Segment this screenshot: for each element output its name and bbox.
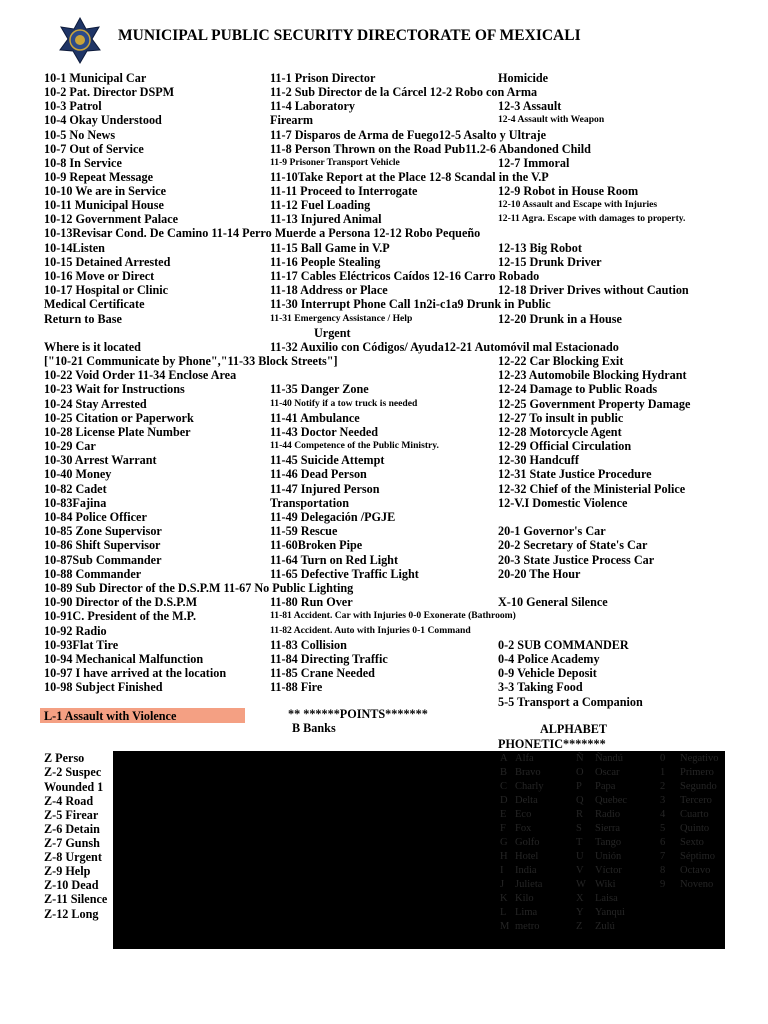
- alphabet-entry: Ñ: [576, 753, 584, 764]
- code-line: 12-7 Immoral: [498, 156, 570, 170]
- code-line: Z-10 Dead: [44, 878, 99, 892]
- code-line: 5-5 Transport a Companion: [498, 695, 643, 709]
- alphabet-entry: Negativo: [680, 753, 719, 764]
- alphabet-entry: Quebec: [595, 795, 628, 806]
- alphabet-entry: I: [500, 865, 504, 876]
- alphabet-entry: Eco: [515, 809, 532, 820]
- alphabet-entry: Séptimo: [680, 851, 716, 862]
- alphabet-entry: Sexto: [680, 837, 704, 848]
- code-line: 11-45 Suicide Attempt: [270, 453, 385, 467]
- alphabet-entry: X: [576, 893, 584, 904]
- code-line: 12-9 Robot in House Room: [498, 184, 639, 198]
- code-line: 10-83Fajina: [44, 496, 107, 510]
- code-line: 12-27 To insult in public: [498, 411, 624, 425]
- alphabet-entry: O: [576, 767, 584, 778]
- code-line: 12-15 Drunk Driver: [498, 255, 602, 269]
- code-line: 11-44 Competence of the Public Ministry.: [270, 440, 439, 451]
- code-line: 10-89 Sub Director of the D.S.P.M 11-67 No Public Lighting: [44, 581, 354, 595]
- alphabet-entry: 3: [660, 795, 666, 806]
- code-line: ** ******POINTS*******: [288, 707, 428, 721]
- alphabet-entry: Q: [576, 795, 584, 806]
- code-line: 12-18 Driver Drives without Caution: [498, 283, 689, 297]
- code-line: 10-16 Move or Direct: [44, 269, 155, 283]
- code-line: 11-40 Notify if a tow truck is needed: [270, 398, 418, 409]
- code-line: 0-4 Police Academy: [498, 652, 600, 666]
- code-line: 12-25 Government Property Damage: [498, 397, 691, 411]
- code-line: Z-7 Gunsh: [44, 836, 100, 850]
- code-line: 11-81 Accident. Car with Injuries 0-0 Exonerate (Bathroom): [270, 610, 516, 621]
- code-line: 12-30 Handcuff: [498, 453, 579, 467]
- code-line: Z Perso: [44, 751, 85, 765]
- code-line: Z-6 Detain: [44, 822, 100, 836]
- code-line: 10-12 Government Palace: [44, 212, 179, 226]
- alphabet-entry: Primero: [680, 767, 714, 778]
- code-line: 10-97 I have arrived at the location: [44, 666, 227, 680]
- alphabet-entry: 9: [660, 879, 666, 890]
- code-line: 10-22 Void Order 11-34 Enclose Area: [44, 368, 237, 382]
- code-line: 0-9 Vehicle Deposit: [498, 666, 597, 680]
- code-line: Transportation: [270, 496, 349, 510]
- alphabet-entry: Kilo: [515, 893, 534, 904]
- alphabet-entry: Yanqui: [595, 907, 625, 918]
- code-line: 10-92 Radio: [44, 624, 107, 638]
- alphabet-entry: 6: [660, 837, 666, 848]
- code-line: 12-13 Big Robot: [498, 241, 582, 255]
- alphabet-entry: 7: [660, 851, 666, 862]
- code-line: 11-13 Injured Animal: [270, 212, 382, 226]
- code-line: 12-4 Assault with Weapon: [498, 114, 605, 125]
- alphabet-entry: Alfa: [515, 753, 534, 764]
- code-line: Wounded 1: [44, 780, 104, 794]
- code-line: 11-65 Defective Traffic Light: [270, 567, 419, 581]
- code-line: Where is it located: [44, 340, 141, 354]
- code-line: 20-1 Governor's Car: [498, 524, 606, 538]
- alphabet-entry: K: [500, 893, 508, 904]
- code-line: 11-7 Disparos de Arma de Fuego12-5 Asalto y Ultraje: [270, 128, 547, 142]
- code-line: 10-82 Cadet: [44, 482, 107, 496]
- code-line: Urgent: [314, 326, 351, 340]
- code-line: 10-25 Citation or Paperwork: [44, 411, 194, 425]
- alphabet-entry: Wiki: [595, 879, 616, 890]
- code-line: 3-3 Taking Food: [498, 680, 583, 694]
- alphabet-entry: 5: [660, 823, 666, 834]
- code-line: 11-15 Ball Game in V.P: [270, 241, 390, 255]
- alphabet-entry: Julieta: [515, 879, 543, 890]
- code-line: 11-85 Crane Needed: [270, 666, 375, 680]
- code-line: 11-8 Person Thrown on the Road Pub11.2-6 Abandoned Child: [270, 142, 591, 156]
- code-line: Return to Base: [44, 312, 122, 326]
- code-line: Z-4 Road: [44, 794, 94, 808]
- code-line: 11-31 Emergency Assistance / Help: [270, 313, 413, 324]
- code-line: B Banks: [292, 721, 336, 735]
- code-line: 11-16 People Stealing: [270, 255, 381, 269]
- code-line: 11-11 Proceed to Interrogate: [270, 184, 418, 198]
- code-line: 10-85 Zone Supervisor: [44, 524, 162, 538]
- code-line: 20-2 Secretary of State's Car: [498, 538, 648, 552]
- alphabet-entry: Quinto: [680, 823, 710, 834]
- code-line: 10-94 Mechanical Malfunction: [44, 652, 204, 666]
- code-line: PHONETIC*******: [498, 737, 606, 751]
- alphabet-entry: 2: [660, 781, 666, 792]
- code-line: 11-84 Directing Traffic: [270, 652, 388, 666]
- code-line: 11-43 Doctor Needed: [270, 425, 379, 439]
- code-line: 11-47 Injured Person: [270, 482, 380, 496]
- code-line: 10-4 Okay Understood: [44, 113, 162, 127]
- code-line: 11-17 Cables Eléctricos Caídos 12-16 Carro Robado: [270, 269, 540, 283]
- code-line: 11-9 Prisoner Transport Vehicle: [270, 157, 400, 168]
- code-line: 11-32 Auxilio con Códigos/ Ayuda12-21 Automóvil mal Estacionado: [270, 340, 619, 354]
- alphabet-entry: metro: [515, 921, 540, 932]
- code-line: 12-23 Automobile Blocking Hydrant: [498, 368, 687, 382]
- alphabet-entry: Víctor: [595, 865, 622, 876]
- code-line: 10-86 Shift Supervisor: [44, 538, 161, 552]
- code-line: ["10-21 Communicate by Phone","11-33 Block Streets"]: [44, 354, 338, 368]
- code-line: Z-12 Long: [44, 907, 99, 921]
- code-line: 10-9 Repeat Message: [44, 170, 153, 184]
- code-line: 10-7 Out of Service: [44, 142, 144, 156]
- code-line: 10-24 Stay Arrested: [44, 397, 147, 411]
- code-line: 10-23 Wait for Instructions: [44, 382, 185, 396]
- code-line: 10-13Revisar Cond. De Camino 11-14 Perro Muerde a Persona 12-12 Robo Pequeño: [44, 226, 481, 240]
- alphabet-entry: B: [500, 767, 508, 778]
- alphabet-entry: Tango: [595, 837, 622, 848]
- alphabet-entry: C: [500, 781, 508, 792]
- alphabet-entry: Tercero: [680, 795, 712, 806]
- code-line: 10-11 Municipal House: [44, 198, 164, 212]
- alphabet-entry: M: [500, 921, 510, 932]
- alphabet-entry: Segundo: [680, 781, 717, 792]
- alphabet-entry: Cuarto: [680, 809, 709, 820]
- code-line: 11-41 Ambulance: [270, 411, 360, 425]
- code-line: Z-11 Silence: [44, 892, 108, 906]
- code-line: 10-88 Commander: [44, 567, 142, 581]
- alphabet-entry: India: [515, 865, 537, 876]
- code-line: 10-1 Municipal Car: [44, 71, 147, 85]
- alphabet-entry: T: [576, 837, 583, 848]
- code-line: ALPHABET: [540, 722, 608, 736]
- code-line: 10-93Flat Tire: [44, 638, 119, 652]
- code-line: 11-4 Laboratory: [270, 99, 355, 113]
- code-line: 12-29 Official Circulation: [498, 439, 632, 453]
- code-line: Firearm: [270, 113, 314, 127]
- alphabet-entry: Noveno: [680, 879, 714, 890]
- alphabet-entry: R: [576, 809, 584, 820]
- code-line: 10-14Listen: [44, 241, 105, 255]
- alphabet-entry: Lima: [515, 907, 538, 918]
- page-title: MUNICIPAL PUBLIC SECURITY DIRECTORATE OF MEXICALI: [118, 27, 581, 44]
- code-line: 10-3 Patrol: [44, 99, 102, 113]
- alphabet-entry: 8: [660, 865, 666, 876]
- code-line: 11-49 Delegación /PGJE: [270, 510, 396, 524]
- code-line: 11-1 Prison Director: [270, 71, 376, 85]
- code-line: Z-9 Help: [44, 864, 91, 878]
- code-line: 12-22 Car Blocking Exit: [498, 354, 624, 368]
- code-line: 10-29 Car: [44, 439, 96, 453]
- alphabet-entry: Radio: [595, 809, 621, 820]
- code-line: L-1 Assault with Violence: [44, 709, 177, 723]
- code-line: 10-8 In Service: [44, 156, 122, 170]
- alphabet-entry: 4: [660, 809, 666, 820]
- code-line: 12-24 Damage to Public Roads: [498, 382, 658, 396]
- alphabet-entry: Oscar: [595, 767, 620, 778]
- code-line: 10-98 Subject Finished: [44, 680, 163, 694]
- alphabet-entry: D: [500, 795, 508, 806]
- code-line: 10-15 Detained Arrested: [44, 255, 171, 269]
- alphabet-entry: Papa: [595, 781, 616, 792]
- alphabet-entry: L: [500, 907, 507, 918]
- code-line: Medical Certificate: [44, 297, 145, 311]
- code-line: 10-30 Arrest Warrant: [44, 453, 157, 467]
- code-line: Homicide: [498, 71, 549, 85]
- alphabet-entry: Sierra: [595, 823, 621, 834]
- code-line: 11-35 Danger Zone: [270, 382, 369, 396]
- code-line: 11-83 Collision: [270, 638, 347, 652]
- code-line: 10-91C. President of the M.P.: [44, 609, 196, 623]
- alphabet-entry: G: [500, 837, 508, 848]
- code-line: 11-64 Turn on Red Light: [270, 553, 399, 567]
- code-line: 20-20 The Hour: [498, 567, 581, 581]
- code-line: 12-10 Assault and Escape with Injuries: [498, 199, 658, 210]
- code-line: 12-V.I Domestic Violence: [498, 496, 628, 510]
- code-line: 12-3 Assault: [498, 99, 562, 113]
- alphabet-entry: Unión: [595, 851, 622, 862]
- alphabet-entry: 0: [660, 753, 666, 764]
- code-line: 10-40 Money: [44, 467, 112, 481]
- code-line: 11-18 Address or Place: [270, 283, 388, 297]
- alphabet-entry: Hotel: [515, 851, 539, 862]
- alphabet-entry: A: [500, 753, 508, 764]
- alphabet-entry: Golfo: [515, 837, 540, 848]
- code-line: 0-2 SUB COMMANDER: [498, 638, 629, 652]
- alphabet-entry: Fox: [515, 823, 532, 834]
- alphabet-entry: V: [576, 865, 584, 876]
- alphabet-entry: Z: [576, 921, 583, 932]
- alphabet-entry: E: [500, 809, 507, 820]
- code-line: 11-59 Rescue: [270, 524, 338, 538]
- code-line: X-10 General Silence: [498, 595, 608, 609]
- alphabet-entry: Zulú: [595, 921, 615, 932]
- code-line: 10-2 Pat. Director DSPM: [44, 85, 175, 99]
- alphabet-entry: Y: [576, 907, 584, 918]
- code-line: 12-31 State Justice Procedure: [498, 467, 652, 481]
- alphabet-entry: Ñandú: [595, 753, 623, 764]
- alphabet-entry: P: [576, 781, 582, 792]
- code-line: 11-10Take Report at the Place 12-8 Scandal in the V.P: [270, 170, 549, 184]
- code-line: 10-17 Hospital or Clinic: [44, 283, 169, 297]
- code-line: Z-8 Urgent: [44, 850, 102, 864]
- alphabet-entry: Bravo: [515, 767, 541, 778]
- code-line: Z-5 Firear: [44, 808, 99, 822]
- alphabet-entry: J: [500, 879, 505, 890]
- code-line: 11-80 Run Over: [270, 595, 353, 609]
- code-line: 12-20 Drunk in a House: [498, 312, 622, 326]
- code-line: 10-90 Director of the D.S.P.M: [44, 595, 198, 609]
- code-line: 20-3 State Justice Process Car: [498, 553, 655, 567]
- code-line: 10-10 We are in Service: [44, 184, 167, 198]
- code-line: 10-5 No News: [44, 128, 116, 142]
- code-line: 11-88 Fire: [270, 680, 323, 694]
- alphabet-entry: S: [576, 823, 582, 834]
- code-line: 10-28 License Plate Number: [44, 425, 191, 439]
- alphabet-entry: U: [576, 851, 584, 862]
- alphabet-entry: Octavo: [680, 865, 711, 876]
- alphabet-entry: Laisa: [595, 893, 618, 904]
- police-badge-icon: [56, 17, 104, 65]
- code-line: 11-46 Dead Person: [270, 467, 367, 481]
- alphabet-entry: 1: [660, 767, 666, 778]
- alphabet-entry: Delta: [515, 795, 538, 806]
- redacted-block: [113, 751, 725, 949]
- code-line: 11-82 Accident. Auto with Injuries 0-1 Command: [270, 625, 471, 636]
- alphabet-entry: F: [500, 823, 506, 834]
- code-line: 10-84 Police Officer: [44, 510, 147, 524]
- code-line: 11-60Broken Pipe: [270, 538, 363, 552]
- alphabet-entry: Charly: [515, 781, 544, 792]
- code-line: 11-30 Interrupt Phone Call 1n2i-c1a9 Drunk in Public: [270, 297, 551, 311]
- code-line: Z-2 Suspec: [44, 765, 102, 779]
- alphabet-entry: W: [576, 879, 586, 890]
- alphabet-entry: H: [500, 851, 508, 862]
- code-line: 11-12 Fuel Loading: [270, 198, 371, 212]
- code-line: 12-11 Agra. Escape with damages to property.: [498, 213, 686, 224]
- code-line: 12-32 Chief of the Ministerial Police: [498, 482, 686, 496]
- code-line: 12-28 Motorcycle Agent: [498, 425, 622, 439]
- code-line: 10-87Sub Commander: [44, 553, 162, 567]
- code-line: 11-2 Sub Director de la Cárcel 12-2 Robo con Arma: [270, 85, 538, 99]
